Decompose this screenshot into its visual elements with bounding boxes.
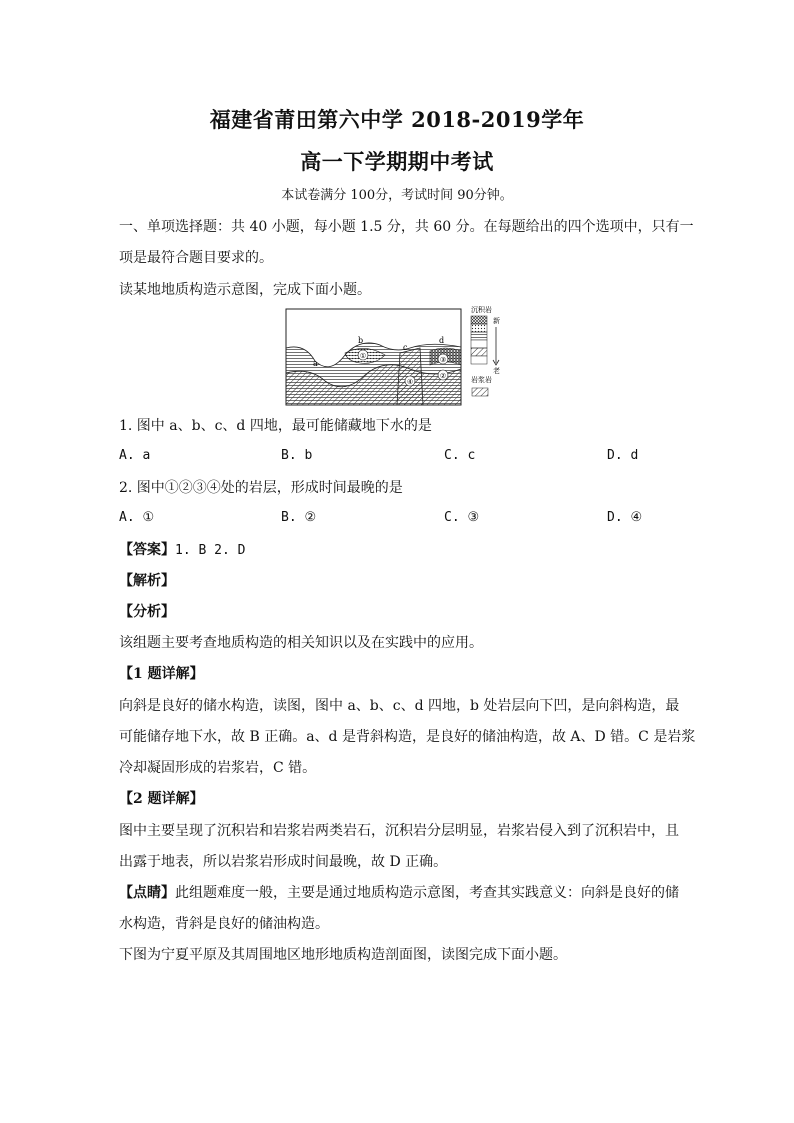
geologic-structure-figure: [285, 303, 505, 408]
label-n2: ②: [439, 372, 447, 380]
dianjing-label: 【点睛】: [119, 885, 175, 901]
legend-old: 老: [493, 367, 500, 375]
analysis-label: 【解析】: [119, 573, 175, 589]
legend-new: 新: [493, 317, 500, 325]
label-a: a: [313, 359, 318, 368]
label-c: c: [403, 343, 408, 352]
figure-intro: 读某地地质构造示意图，完成下面小题。: [119, 282, 371, 298]
q2-option-b[interactable]: B. ②: [281, 510, 317, 525]
dianjing-line-1: [119, 884, 699, 902]
q1-detail-line-1: 向斜是良好的储水构造，读图，图中 a、b、c、d 四地，b 处岩层向下凹，是向斜构造，最: [119, 698, 680, 714]
label-d: d: [439, 336, 445, 345]
section-heading-line-1: 一、单项选择题：共 40 小题，每小题 1.5 分，共 60 分。在每题给出的四个选项中，只有一: [119, 219, 694, 235]
fenxi-label: 【分析】: [119, 604, 175, 620]
label-n4: ④: [406, 378, 414, 386]
label-n3: ③: [439, 356, 447, 364]
dianjing-text-1: 此组题难度一般，主要是通过地质构造示意图，考查其实践意义：向斜是良好的储: [175, 885, 679, 901]
q2-option-d[interactable]: D. ④: [607, 510, 643, 525]
answer-text: 1. B 2. D: [175, 543, 246, 558]
q2-option-c[interactable]: C. ③: [444, 510, 480, 525]
q1-detail-line-3: 冷却凝固形成的岩浆岩，C 错。: [119, 760, 317, 776]
q1-option-c[interactable]: C. c: [444, 448, 476, 463]
section-heading-line-2: 项是最符合题目要求的。: [119, 250, 273, 266]
answer-label: 【答案】: [119, 542, 175, 558]
label-n1: ①: [359, 352, 367, 360]
q1-detail-line-2: 可能储存地下水，故 B 正确。a、d 是背斜构造，是良好的储油构造，故 A、D 错。C 是岩浆: [119, 729, 696, 745]
q1-option-b[interactable]: B. b: [281, 448, 313, 463]
exam-subtitle: 本试卷满分 100分，考试时间 90分钟。: [281, 188, 513, 203]
q1-option-a[interactable]: A. a: [119, 448, 151, 463]
q1-option-d[interactable]: D. d: [607, 448, 639, 463]
answer-line: [119, 541, 699, 560]
next-figure-intro: 下图为宁夏平原及其周围地区地形地质构造剖面图，读图完成下面小题。: [119, 947, 567, 963]
q2-detail-line-1: 图中主要呈现了沉积岩和岩浆岩两类岩石，沉积岩分层明显，岩浆岩侵入到了沉积岩中，且: [119, 823, 679, 839]
q2-option-a[interactable]: A. ①: [119, 510, 155, 525]
question-1-stem: 1. 图中 a、b、c、d 四地，最可能储藏地下水的是: [119, 418, 432, 434]
q2-detail-heading: 【2 题详解】: [119, 791, 204, 807]
legend-magma: 岩浆岩: [471, 376, 492, 384]
dianjing-line-2: 水构造，背斜是良好的储油构造。: [119, 916, 329, 932]
q2-detail-line-2: 出露于地表，所以岩浆岩形成时间最晚，故 D 正确。: [119, 854, 448, 870]
title-line-1: 福建省莆田第六中学 2018-2019学年: [209, 107, 585, 132]
legend-sedimentary: 沉积岩: [471, 306, 492, 314]
q1-detail-heading: 【1 题详解】: [119, 666, 204, 682]
fenxi-text: 该组题主要考查地质构造的相关知识以及在实践中的应用。: [119, 635, 483, 651]
label-b: b: [358, 336, 364, 345]
question-2-stem: 2. 图中①②③④处的岩层，形成时间最晚的是: [119, 480, 403, 496]
title-line-2: 高一下学期期中考试: [300, 149, 494, 174]
